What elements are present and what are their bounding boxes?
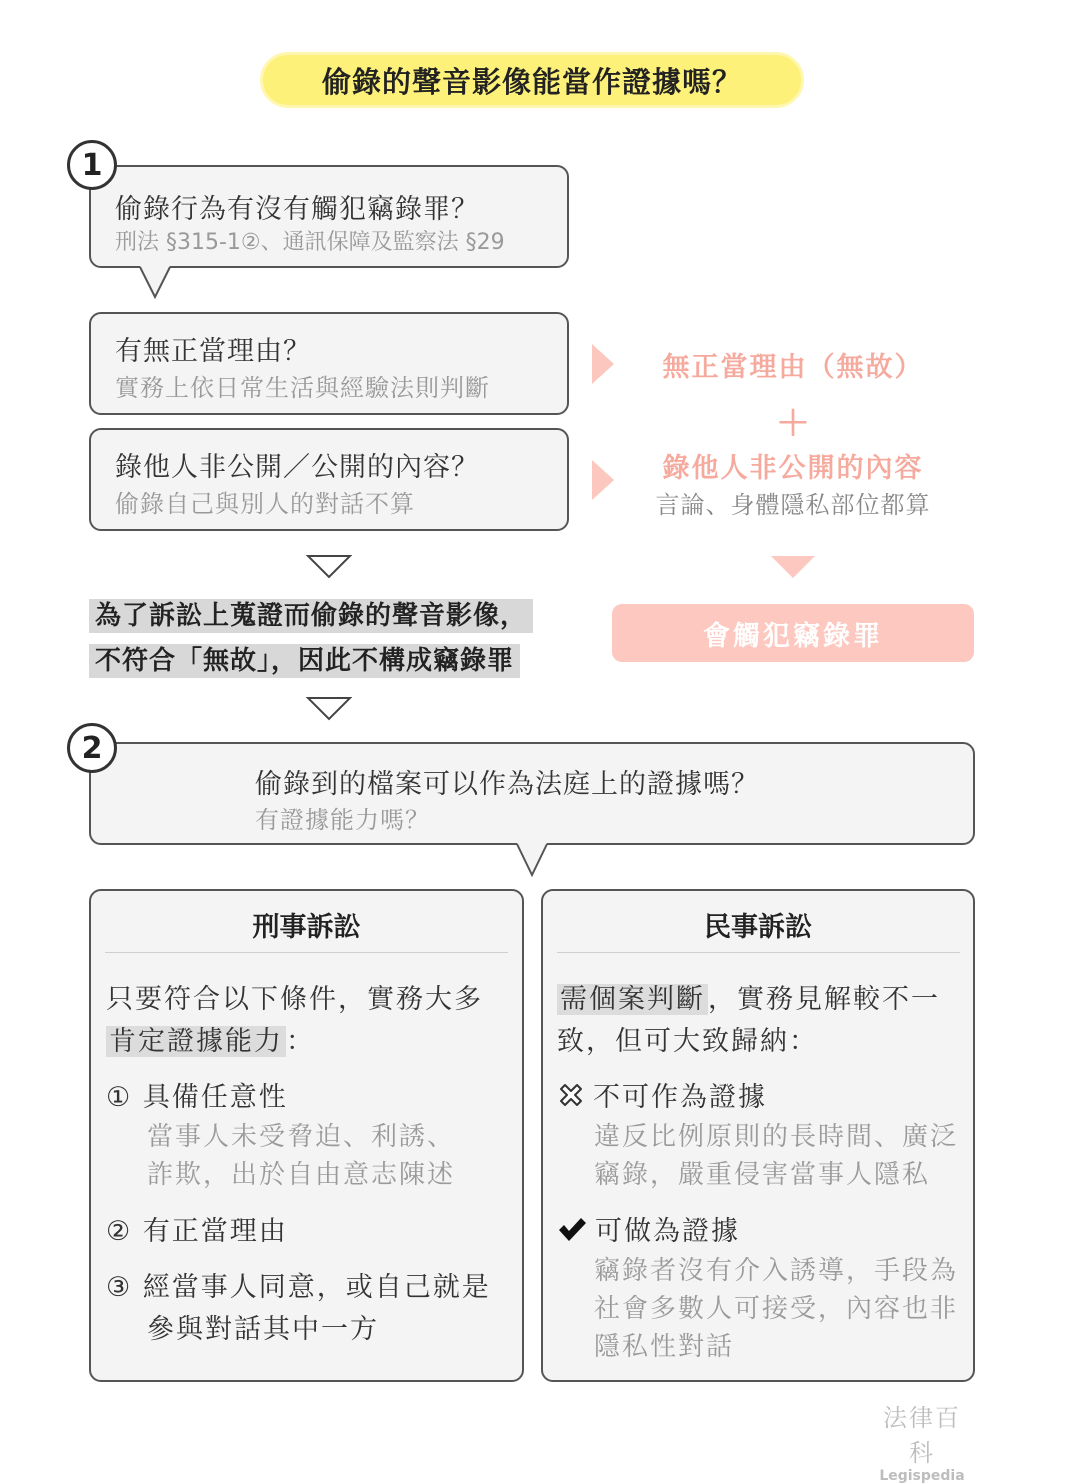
condition-content-question: 錄他人非公開／公開的內容？: [115, 452, 479, 483]
civil-litigation-panel: [541, 889, 975, 1382]
logo-english: Legispedia: [879, 1468, 965, 1484]
criminal-intro-highlight: 肯定證據能力: [106, 1026, 286, 1057]
conclusion-line-1: [89, 595, 533, 632]
criminal-item-1-title: 具備任意性: [142, 1082, 288, 1113]
arrow-down-salmon-icon: [771, 556, 815, 580]
step-1-badge: [67, 140, 117, 190]
step-2-question: 偷錄到的檔案可以作為法庭上的證據嗎？: [255, 769, 759, 800]
civil-no-desc-line-1: 違反比例原則的長時間、廣泛: [594, 1122, 959, 1152]
civil-divider: [557, 952, 960, 953]
civil-no-title: 不可作為證據: [593, 1082, 767, 1113]
civil-intro-highlight: 需個案判斷: [557, 984, 708, 1015]
non-public-content-note: 言論、身體隱私部位都算: [655, 491, 931, 519]
arrow-down-outline-2-icon: [306, 696, 352, 722]
conclusion-line-1-text: 為了訴訟上蒐證而偷錄的聲音影像，: [89, 599, 533, 633]
criminal-item-3-marker: ③: [106, 1272, 133, 1303]
condition-content-box: [89, 428, 569, 531]
step-2-question-box: [89, 742, 975, 845]
criminal-divider: [105, 952, 508, 953]
step-2-number: 2: [81, 730, 103, 766]
step-2-note: 有證據能力嗎？: [255, 806, 430, 834]
no-justification-label: 無正當理由（無故）: [662, 352, 924, 383]
criminal-item-3: [106, 1265, 491, 1304]
step-1-question-box: [89, 165, 569, 268]
check-mark-icon: [557, 1215, 587, 1243]
condition-justification-question: 有無正當理由？: [115, 336, 311, 367]
civil-heading: 民事訴訟: [704, 912, 812, 943]
criminal-item-1: [106, 1075, 288, 1114]
criminal-item-1-marker: ①: [106, 1082, 133, 1113]
criminal-item-2-title: 有正當理由: [142, 1216, 288, 1247]
step-2-badge: [67, 723, 117, 773]
criminal-litigation-panel: [89, 889, 524, 1382]
result-offense-text: 會觸犯竊錄罪: [703, 620, 883, 652]
arrow-right-1-icon: [592, 344, 614, 384]
condition-justification-box: [89, 312, 569, 415]
civil-yes-item: [557, 1209, 740, 1248]
step-1-question: 偷錄行為有沒有觸犯竊錄罪？: [115, 194, 479, 225]
arrow-down-outline-1-icon: [306, 554, 352, 580]
criminal-intro-colon: ：: [286, 1026, 315, 1057]
criminal-intro-line-1: 只要符合以下條件，實務大多: [106, 984, 483, 1015]
civil-intro-line-1: [557, 977, 940, 1016]
civil-no-item: [557, 1075, 767, 1114]
civil-no-desc-line-2: 竊錄，嚴重侵害當事人隱私: [594, 1160, 931, 1190]
page-title: [260, 52, 804, 108]
civil-yes-desc-line-1: 竊錄者沒有介入誘導，手段為: [594, 1256, 959, 1286]
civil-yes-desc-line-3: 隱私性對話: [594, 1332, 735, 1362]
civil-yes-title: 可做為證據: [595, 1216, 740, 1247]
step-1-law-reference: 刑法 §315-1②、通訊保障及監察法 §29: [115, 230, 505, 255]
arrow-right-2-icon: [592, 460, 614, 500]
civil-intro-rest: ，實務見解較不一: [708, 984, 940, 1015]
criminal-item-2-marker: ②: [106, 1216, 133, 1247]
non-public-content-label: 錄他人非公開的內容: [662, 453, 924, 484]
civil-yes-desc-line-2: 社會多數人可接受，內容也非: [594, 1294, 959, 1324]
criminal-item-2: [106, 1209, 288, 1248]
criminal-heading: 刑事訴訟: [252, 912, 361, 943]
cross-outline-icon: [557, 1081, 585, 1109]
page-title-text: 偷錄的聲音影像能當作證據嗎？: [321, 64, 742, 99]
logo-chinese: 法律百科: [883, 1404, 961, 1467]
criminal-item-1-desc-line-2: 詐欺，出於自由意志陳述: [147, 1160, 456, 1190]
result-offense-pill: [612, 604, 974, 662]
condition-justification-note: 實務上依日常生活與經驗法則判斷: [115, 374, 490, 402]
plus-sign: ＋: [776, 404, 810, 444]
criminal-item-1-desc-line-1: 當事人未受脅迫、利誘、: [147, 1122, 456, 1152]
criminal-item-3-title: 經當事人同意，或自己就是: [142, 1272, 491, 1303]
conclusion-line-2: [89, 640, 520, 677]
conclusion-line-2-text: 不符合「無故」，因此不構成竊錄罪: [89, 644, 520, 678]
logo: [872, 1398, 972, 1484]
step-2-speech-tail: [517, 842, 549, 878]
condition-content-note: 偷錄自己與別人的對話不算: [115, 490, 415, 518]
criminal-item-3-line-2: 參與對話其中一方: [147, 1314, 379, 1345]
civil-intro-line-2: 致，但可大致歸納：: [557, 1026, 818, 1057]
criminal-intro-line-2: [106, 1019, 315, 1058]
step-1-number: 1: [81, 147, 103, 183]
step-1-speech-tail: [140, 265, 176, 301]
